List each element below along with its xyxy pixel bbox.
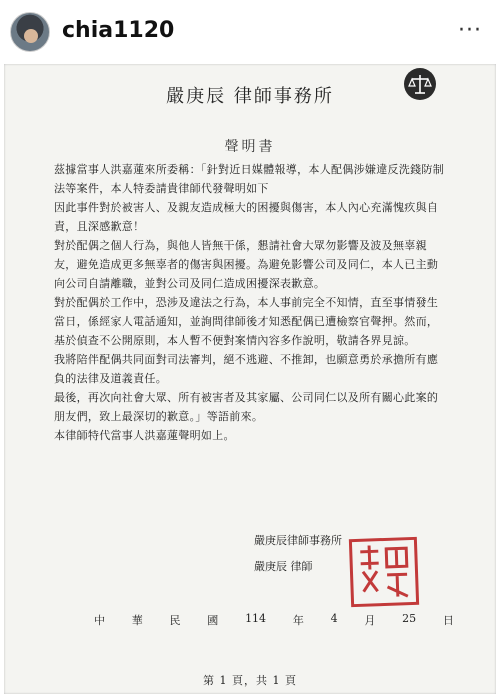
avatar-face: [24, 29, 38, 43]
date-part: 114: [245, 612, 267, 625]
paragraph: 茲據當事人洪嘉蓮來所委稱：「針對近日媒體報導，本人配偶涉嫌違反洗錢防制法等案件，本人特委請貴律師代發聲明如下: [54, 163, 444, 195]
paragraph: 對於配偶之個人行為，與他人皆無干係，懇請社會大眾勿影響及波及無辜親友，避免造成更多無辜者的傷害與困擾。為避免影響公司及同仁，本人已主動向公司自請離職，並對公司及同仁造成困擾深表歉意。: [54, 239, 439, 290]
paragraph: 因此事件對於被害人、及親友造成極大的困擾與傷害，本人內心充滿愧疚與自責，且深感歉意！: [54, 201, 439, 233]
statement-body: [54, 160, 446, 445]
date-part: 月: [364, 614, 376, 627]
document-date: [94, 612, 454, 628]
more-options-icon[interactable]: ···: [458, 18, 482, 43]
date-part: 國: [207, 614, 219, 627]
firm-header: 嚴庚辰 律師事務所: [166, 86, 334, 107]
date-part: 華: [131, 614, 143, 627]
date-part: 4: [330, 612, 338, 625]
paragraph: 本律師特代當事人洪嘉蓮聲明如上。: [54, 429, 235, 442]
date-part: 25: [402, 612, 417, 625]
signature-lawyer: 嚴庚辰 律師: [254, 560, 313, 573]
profile-avatar[interactable]: [10, 12, 50, 52]
paragraph: 最後，再次向社會大眾、所有被害者及其家屬、公司同仁以及所有關心此案的朋友們，致上最深切的歉意。」等語前來。: [54, 391, 439, 423]
statement-document: [4, 64, 496, 694]
username-link[interactable]: chia1120: [62, 18, 175, 43]
date-part: 年: [292, 614, 304, 627]
post-header: [0, 0, 500, 64]
signature-firm: 嚴庚辰律師事務所: [254, 534, 342, 547]
scales-of-justice-icon: [404, 68, 436, 100]
paragraph: 對於配偶於工作中，恐涉及違法之行為，本人事前完全不知情，直至事情發生當日，係經家人電話通知，並詢問律師後才知悉配偶已遭檢察官聲押。然而，基於偵查不公開原則，本人暫不便對案情內容多作說明，敬請各界見諒。: [54, 296, 439, 347]
date-part: 日: [442, 614, 454, 627]
date-part: 民: [169, 614, 181, 627]
date-part: 中: [94, 614, 105, 627]
paragraph: 我將陪伴配偶共同面對司法審判，絕不逃避、不推卸，也願意勇於承擔所有應負的法律及道義責任。: [54, 353, 439, 385]
page-number: 第 1 頁，共 1 頁: [203, 674, 297, 687]
lawyer-seal-stamp: [349, 537, 419, 607]
document-title: 聲明書: [224, 139, 276, 155]
